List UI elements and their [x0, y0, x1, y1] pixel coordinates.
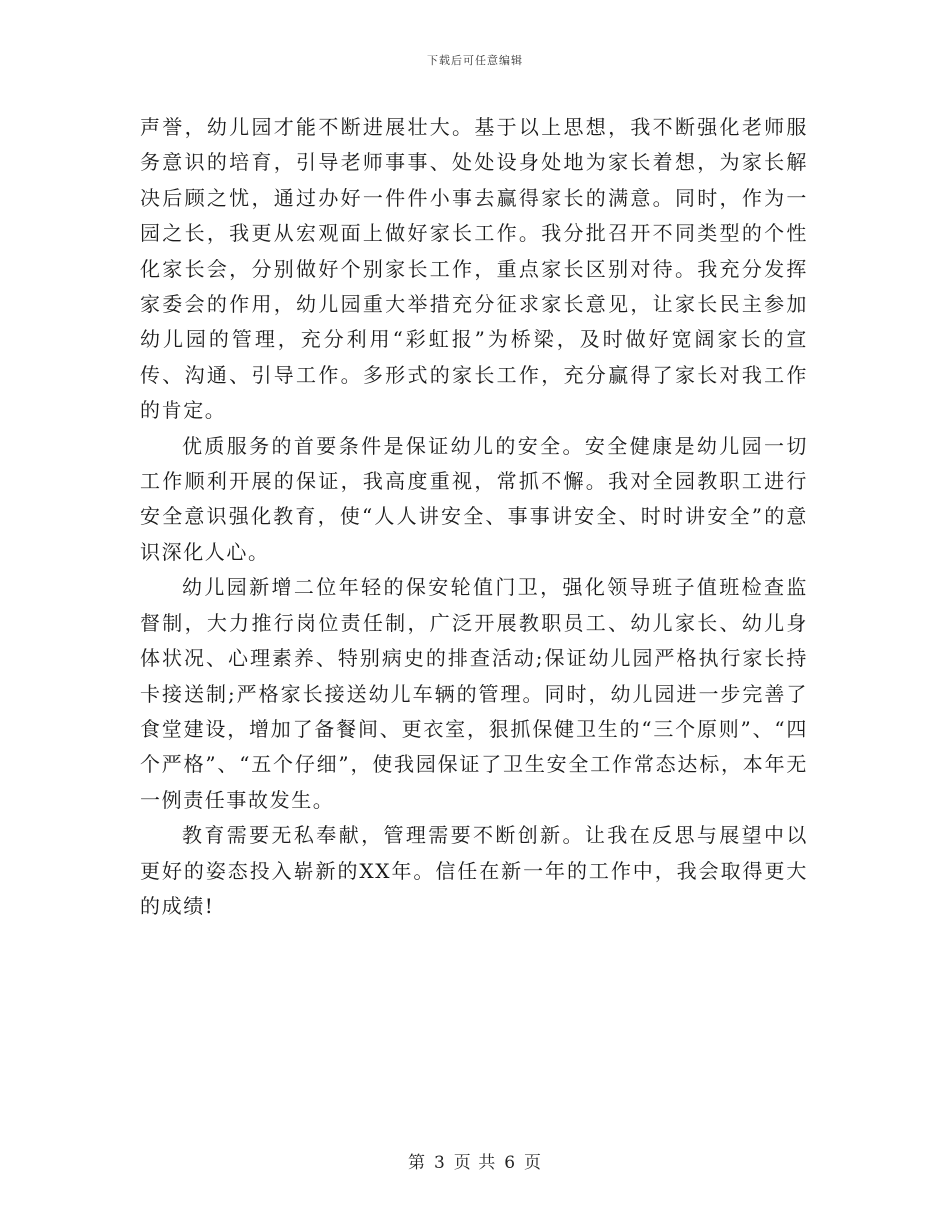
paragraph-3: 幼儿园新增二位年轻的保安轮值门卫，强化领导班子值班检查监督制，大力推行岗位责任制，广泛开展教职员工、幼儿家长、幼儿身体状况、心理素养、特别病史的排查活动;保证幼儿园严格执行家长持卡接送制;严格家长接送幼儿车辆的管理。同时，幼儿园进一步完善了食堂建设，增加了备餐间、更衣室，狠抓保健卫生的“三个原则”、“四个严格”、“五个仔细”，使我园保证了卫生安全工作常态达标，本年无一例责任事故发生。	[140, 575, 808, 812]
paragraph-2: 优质服务的首要条件是保证幼儿的安全。安全健康是幼儿园一切工作顺利开展的保证，我高度重视，常抓不懈。我对全园教职工进行安全意识强化教育，使“人人讲安全、事事讲安全、时时讲安全”的意识深化人心。	[140, 433, 808, 564]
footer-middle: 页 共	[453, 1153, 497, 1173]
page-footer	[0, 1148, 950, 1173]
document-body	[140, 110, 808, 924]
header-text: 下载后可任意编辑	[427, 54, 523, 67]
footer-total-pages: 6	[504, 1153, 517, 1173]
paragraph-4: 教育需要无私奉献，管理需要不断创新。让我在反思与展望中以更好的姿态投入崭新的XX年。信任在新一年的工作中，我会取得更大的成绩!	[140, 823, 808, 918]
paragraph-1: 声誉，幼儿园才能不断进展壮大。基于以上思想，我不断强化老师服务意识的培育，引导老师事事、处处设身处地为家长着想，为家长解决后顾之忧，通过办好一件件小事去赢得家长的满意。同时，作为一园之长，我更从宏观面上做好家长工作。我分批召开不同类型的个性化家长会，分别做好个别家长工作，重点家长区别对待。我充分发挥家委会的作用，幼儿园重大举措充分征求家长意见，让家长民主参加幼儿园的管理，充分利用“彩虹报”为桥梁，及时做好宽阔家长的宣传、沟通、引导工作。多形式的家长工作，充分赢得了家长对我工作的肯定。	[140, 115, 808, 423]
footer-current-page: 3	[433, 1153, 446, 1173]
footer-prefix: 第	[407, 1153, 426, 1173]
page-header	[0, 52, 950, 68]
footer-suffix: 页	[524, 1153, 543, 1173]
